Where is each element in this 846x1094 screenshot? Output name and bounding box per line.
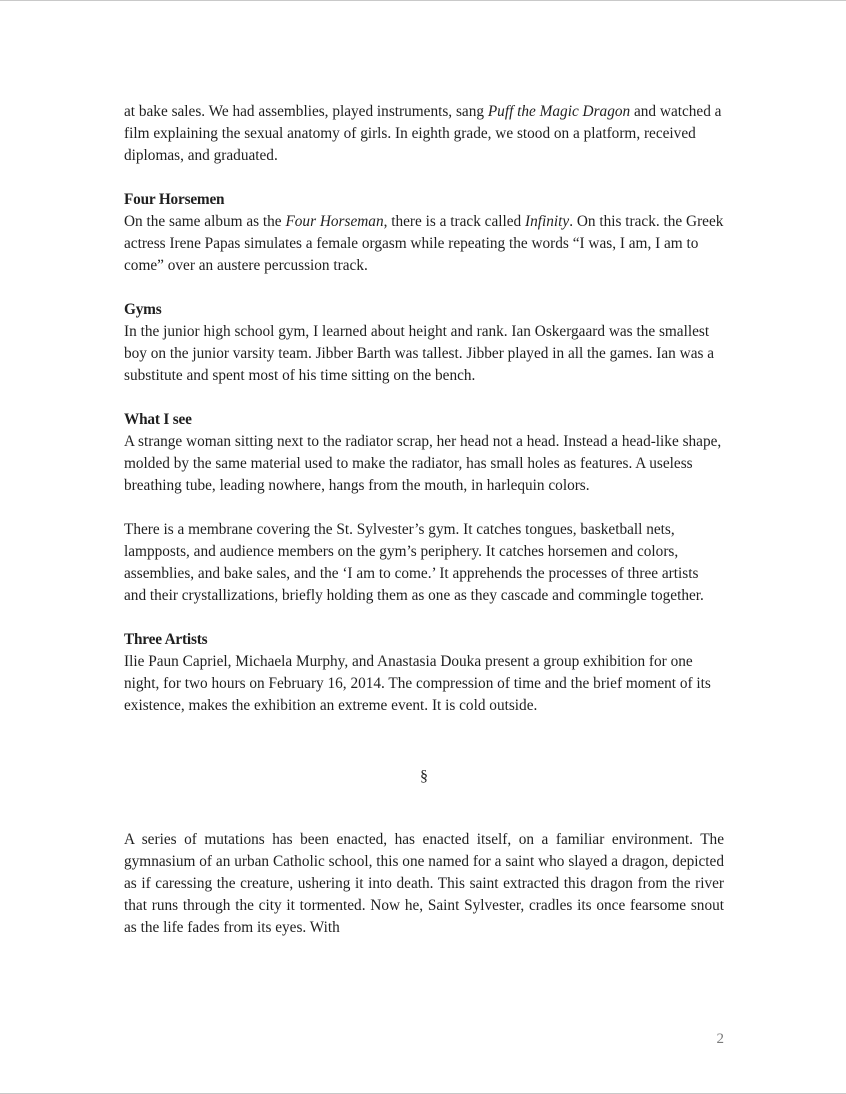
four-horsemen-italic-2: Infinity	[525, 213, 570, 230]
intro-text-2: and watched a film explaining the sexual anatomy of girls. In eighth grade, we stood on a platform, received diplomas, and graduated.	[124, 103, 722, 164]
four-horsemen-text-2: , there is a track called	[383, 213, 526, 230]
heading-what-i-see: What I see	[124, 411, 192, 428]
heading-four-horsemen: Four Horsemen	[124, 191, 225, 208]
heading-three-artists: Three Artists	[124, 631, 208, 648]
intro-text-1: at bake sales. We had assemblies, played instruments, sang	[124, 103, 488, 120]
four-horsemen-text-1: On the same album as the	[124, 213, 286, 230]
intro-paragraph	[124, 101, 724, 167]
what-i-see-paragraph-1: A strange woman sitting next to the radiator scrap, her head not a head. Instead a head-like shape, molded by the same material used to make the radiator, has small holes as features. A useless breathing tube, leading nowhere, hangs from the mouth, in harlequin colors.	[124, 433, 722, 494]
three-artists-paragraph: Ilie Paun Capriel, Michaela Murphy, and Anastasia Douka present a group exhibition for one night, for two hours on February 16, 2014. The compression of time and the brief moment of its existence, makes the exhibition an extreme event. It is cold outside.	[124, 653, 711, 714]
page-content	[124, 101, 724, 939]
intro-italic-title: Puff the Magic Dragon	[487, 103, 631, 120]
what-i-see-paragraph-2: There is a membrane covering the St. Sylvester’s gym. It catches tongues, basketball nets, lampposts, and audience members on the gym’s periphery. It catches horsemen and colors, assemblies, and bake sales, and the ‘I am to come.’ It apprehends the processes of three artists and their crystallizations, briefly holding them as one as they cascade and commingle together.	[124, 521, 704, 604]
four-horsemen-text-3: . On this track. the Greek actress Irene Papas simulates a female orgasm while repeating the words “I was, I am, I am to come” over an austere percussion track.	[124, 213, 724, 274]
four-horsemen-italic-1: Four Horseman	[285, 213, 384, 230]
section-mark: §	[420, 768, 428, 785]
page-number: 2	[716, 1031, 724, 1047]
four-horsemen-paragraph	[124, 211, 724, 277]
gyms-paragraph: In the junior high school gym, I learned about height and rank. Ian Oskergaard was the smallest boy on the junior varsity team. Jibber Barth was tallest. Jibber played in all the games. Ian was a substitute and spent most of his time sitting on the bench.	[124, 323, 715, 384]
heading-gyms: Gyms	[124, 301, 162, 318]
closing-paragraph: A series of mutations has been enacted, has enacted itself, on a familiar environment. The gymnasium of an urban Catholic school, this one named for a saint who slayed a dragon, depicted as if caressing the creature, ushering it into death. This saint extracted this dragon from the river that runs through the city it tormented. Now he, Saint Sylvester, cradles its once fearsome snout as the life fades from its eyes. With	[124, 831, 724, 936]
